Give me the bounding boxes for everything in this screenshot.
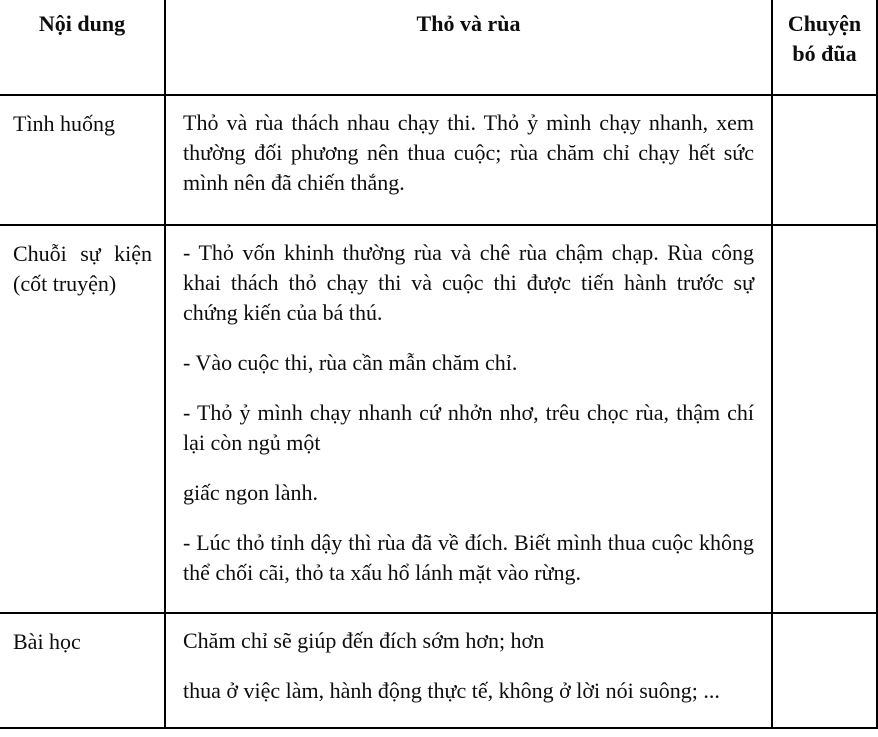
row-content-chuoi-su-kien <box>165 225 772 613</box>
paragraph: - Lúc thỏ tỉnh dậy thì rùa đã về đích. Biết mình thua cuộc không thể chối cãi, thỏ ta xấu hổ lánh mặt vào rừng. <box>183 530 754 585</box>
row-label-tinh-huong: Tình huống <box>0 95 165 225</box>
paragraph: thua ở việc làm, hành động thực tế, không ở lời nói suông; ... <box>183 678 720 703</box>
paragraph: Chăm chỉ sẽ giúp đến đích sớm hơn; hơn <box>183 628 545 653</box>
row-empty-cell-chuoi-su-kien <box>772 225 877 613</box>
paragraph: giấc ngon lành. <box>183 480 319 505</box>
header-cell-noi-dung: Nội dung <box>0 0 165 95</box>
table-row-tinh-huong <box>0 95 877 225</box>
row-label-chuoi-su-kien: Chuỗi sự kiện (cốt truyện) <box>0 225 165 613</box>
table-row-chuoi-su-kien <box>0 225 877 613</box>
table-row-bai-hoc <box>0 613 877 728</box>
table-header-row <box>0 0 877 95</box>
paragraph: - Thỏ vốn khinh thường rùa và chê rùa chậm chạp. Rùa công khai thách thỏ chạy thi và cuộc thi được tiến hành trước sự chứng kiến của bá thú. <box>183 240 754 325</box>
row-label-bai-hoc: Bài học <box>0 613 165 728</box>
row-empty-cell-tinh-huong <box>772 95 877 225</box>
row-empty-cell-bai-hoc <box>772 613 877 728</box>
row-content-bai-hoc <box>165 613 772 728</box>
paragraph: - Thỏ ỷ mình chạy nhanh cứ nhởn nhơ, trêu chọc rùa, thậm chí lại còn ngủ một <box>183 400 754 455</box>
paragraph: Thỏ và rùa thách nhau chạy thi. Thỏ ỷ mình chạy nhanh, xem thường đối phương nên thua cuộc; rùa chăm chỉ chạy hết sức mình nên đã chiến thắng. <box>183 110 754 195</box>
row-content-tinh-huong <box>165 95 772 225</box>
paragraph: - Vào cuộc thi, rùa cần mẫn chăm chỉ. <box>183 350 518 375</box>
header-cell-tho-va-rua: Thỏ và rùa <box>165 0 772 95</box>
header-cell-chuyen-bo-dua: Chuyện bó đũa <box>772 0 877 95</box>
